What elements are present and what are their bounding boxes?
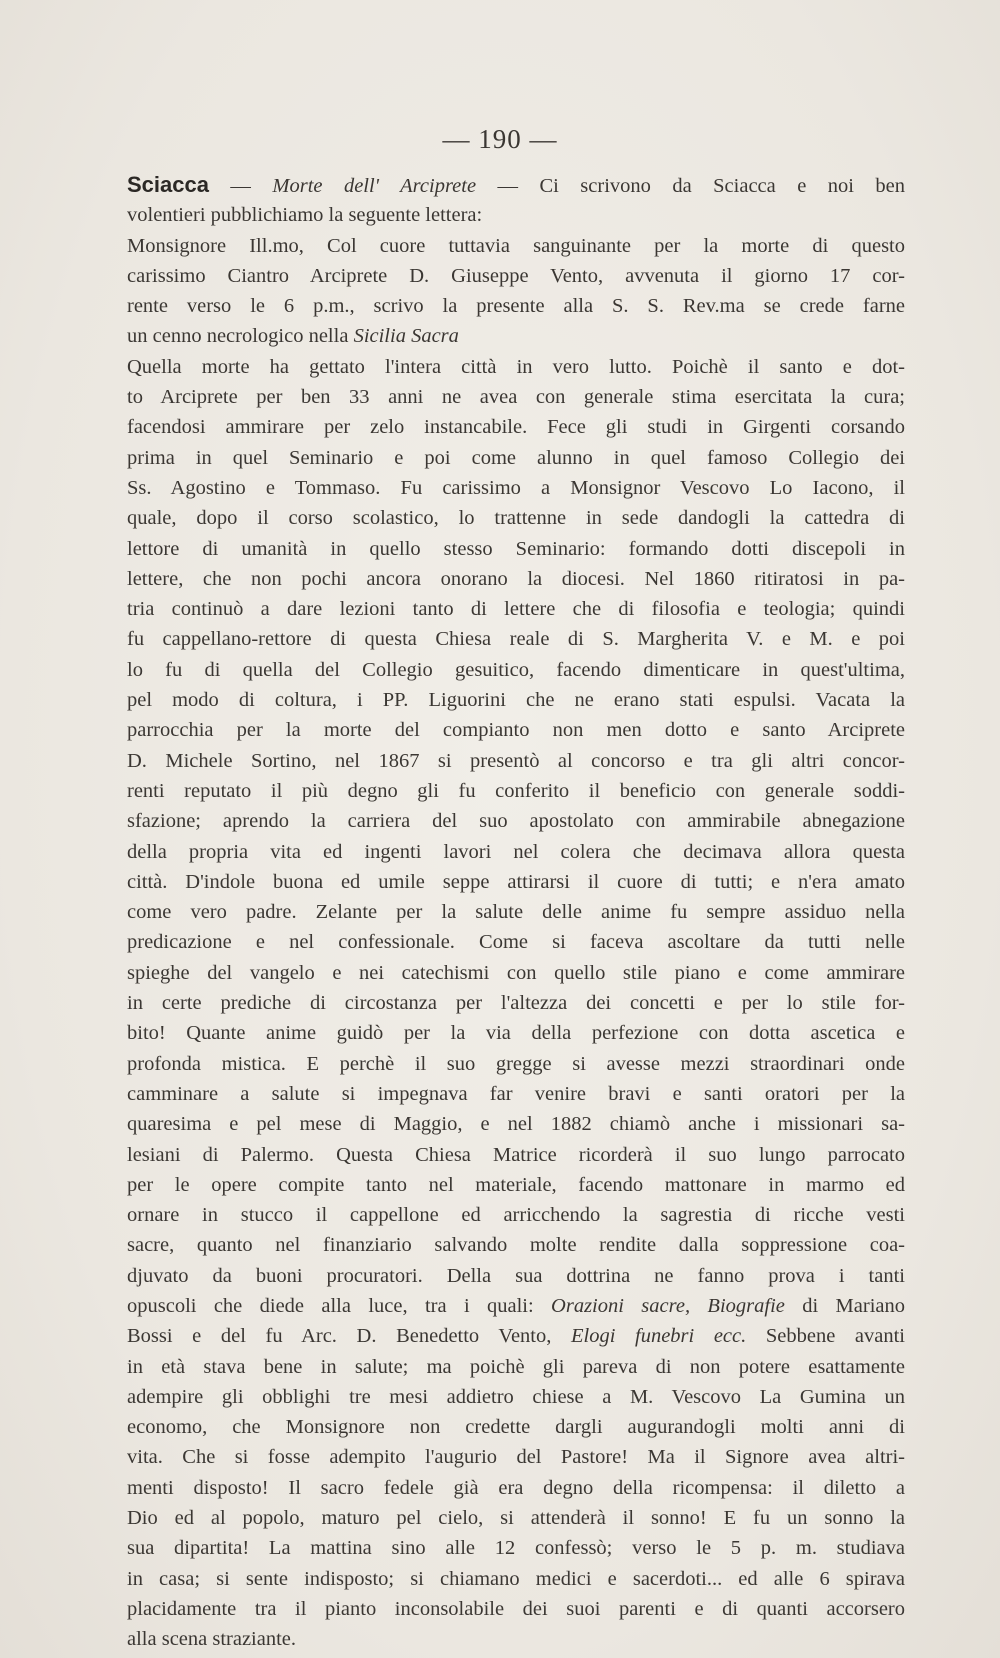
text-line: in età stava bene in salute; ma poichè gli pareva di non potere esattamente bbox=[127, 1355, 905, 1378]
text-line: lesiani di Palermo. Questa Chiesa Matrice ricorderà il suo lungo parrocato bbox=[127, 1143, 905, 1166]
journal-title: Sicilia Sacra bbox=[353, 325, 459, 348]
text-line: vita. Che si fosse adempito l'augurio del Pastore! Ma il Signore avea altri- bbox=[127, 1446, 905, 1469]
text-line: per le opere compite tanto nel materiale, facendo mattonare in marmo ed bbox=[127, 1173, 905, 1196]
text-line: spieghe del vangelo e nei catechismi con quello stile piano e come ammirare bbox=[127, 961, 905, 984]
text-line: sfazione; aprendo la carriera del suo apostolato con ammirabile abnegazione bbox=[127, 810, 905, 833]
text-line-part: un cenno necrologico nella bbox=[127, 325, 354, 348]
text-line: bito! Quante anime guidò per la via della perfezione con dotta ascetica e bbox=[127, 1022, 905, 1045]
text-line: predicazione e nel confessionale. Come si faceva ascoltare da tutti nelle bbox=[127, 931, 905, 954]
text-line: Dio ed al popolo, maturo pel cielo, si attenderà il sonno! E fu un sonno la bbox=[127, 1507, 905, 1530]
text-line: pel modo di coltura, i PP. Liguorini che ne erano stati espulsi. Vacata la bbox=[127, 689, 905, 712]
text-line-part: Sebbene avanti bbox=[746, 1325, 905, 1348]
heading-dash: — bbox=[208, 175, 273, 197]
article-body bbox=[127, 170, 905, 1655]
text-line: prima in quel Seminario e poi come alunno in quel famoso Collegio dei bbox=[127, 446, 905, 469]
text-line: parrocchia per la morte del compianto non men dotto e santo Arciprete bbox=[127, 719, 905, 742]
text-line: alla scena straziante. bbox=[127, 1628, 297, 1651]
text-line: sua dipartita! La mattina sino alle 12 confessò; verso le 5 p. m. studiava bbox=[127, 1537, 905, 1560]
place-heading: Sciacca bbox=[127, 172, 209, 197]
text-line: lettore di umanità in quello stesso Seminario: formando dotti discepoli in bbox=[127, 537, 905, 560]
text-line: in casa; si sente indisposto; si chiamano medici e sacerdoti... ed alle 6 spirava bbox=[127, 1567, 905, 1590]
text-line: fu cappellano-rettore di questa Chiesa reale di S. Margherita V. e M. e poi bbox=[127, 628, 905, 651]
text-line bbox=[127, 321, 905, 351]
text-line: camminare a salute si impegnava far venire bravi e santi oratori per la bbox=[127, 1082, 905, 1105]
text-line-part: di Mariano bbox=[784, 1294, 905, 1317]
text-line: profonda mistica. E perchè il suo gregge si avesse mezzi straordinari onde bbox=[127, 1052, 905, 1075]
works-title: Orazioni sacre, Biografie bbox=[551, 1294, 785, 1317]
text-line: in certe prediche di circostanza per l'altezza dei concetti e per lo stile for- bbox=[127, 992, 905, 1015]
text-line: come vero padre. Zelante per la salute delle anime fu sempre assiduo nella bbox=[127, 901, 905, 924]
text-line-part: Bossi e del fu Arc. D. Benedetto Vento, bbox=[127, 1325, 571, 1348]
text-line bbox=[127, 1291, 905, 1321]
text-line: ornare in stucco il cappellone ed arricchendo la sagrestia di ricche vesti bbox=[127, 1204, 905, 1227]
text-line: adempire gli obblighi tre mesi addietro chiese a M. Vescovo La Gumina un bbox=[127, 1385, 905, 1408]
text-line: quaresima e pel mese di Maggio, e nel 1882 chiamò anche i missionari sa- bbox=[127, 1113, 905, 1136]
text-line: Ss. Agostino e Tommaso. Fu carissimo a Monsignor Vescovo Lo Iacono, il bbox=[127, 476, 905, 499]
text-line: lo fu di quella del Collegio gesuitico, facendo dimenticare in quest'ultima, bbox=[127, 658, 905, 681]
works-title: Elogi funebri ecc. bbox=[570, 1325, 747, 1348]
text-line: lettere, che non pochi ancora onorano la diocesi. Nel 1860 ritiratosi in pa- bbox=[127, 567, 905, 590]
text-line: sacre, quanto nel finanziario salvando molte rendite dalla soppressione coa- bbox=[127, 1234, 905, 1257]
text-line bbox=[127, 170, 905, 200]
text-line bbox=[127, 1321, 905, 1351]
text-line: città. D'indole buona ed umile seppe attirarsi il cuore di tutti; e n'era amato bbox=[127, 870, 905, 893]
text-line: della propria vita ed ingenti lavori nel colera che decimava allora questa bbox=[127, 840, 905, 863]
text-line: economo, che Monsignore non credette dargli augurandogli molti anni di bbox=[127, 1416, 905, 1439]
text-line: placidamente tra il pianto inconsolabile dei suoi parenti e di quanti accorsero bbox=[127, 1597, 905, 1620]
article-title: Morte dell' Arciprete bbox=[272, 175, 477, 197]
page-number: — 190 — bbox=[442, 124, 558, 154]
text-line: djuvato da buoni procuratori. Della sua dottrina ne fanno prova i tanti bbox=[127, 1264, 905, 1287]
text-line: renti reputato il più degno gli fu conferito il beneficio con generale soddi- bbox=[127, 779, 905, 802]
text-line: D. Michele Sortino, nel 1867 si presentò al concorso e tra gli altri concor- bbox=[127, 749, 905, 772]
text-line: Quella morte ha gettato l'intera città in vero lutto. Poichè il santo e dot- bbox=[127, 355, 905, 378]
text-line: to Arciprete per ben 33 anni ne avea con generale stima esercitata la cura; bbox=[127, 386, 905, 409]
text-line-part: opuscoli che diede alla luce, tra i quali: bbox=[127, 1294, 552, 1317]
text-line-part: — Ci scrivono da Sciacca e noi ben bbox=[476, 175, 906, 197]
text-line: quale, dopo il corso scolastico, lo trattenne in sede dandogli la cattedra di bbox=[127, 507, 905, 530]
text-line: carissimo Ciantro Arciprete D. Giuseppe Vento, avvenuta il giorno 17 cor- bbox=[127, 264, 905, 287]
text-line: facendosi ammirare per zelo instancabile. Fece gli studi in Girgenti corsando bbox=[127, 416, 905, 439]
text-line: tria continuò a dare lezioni tanto di lettere che di filosofia e teologia; quindi bbox=[127, 598, 905, 621]
text-line: volentieri pubblichiamo la seguente lettera: bbox=[127, 204, 483, 227]
text-line: Monsignore Ill.mo, Col cuore tuttavia sanguinante per la morte di questo bbox=[127, 234, 905, 257]
text-line: menti disposto! Il sacro fedele già era degno della ricompensa: il diletto a bbox=[127, 1476, 905, 1499]
text-line: rente verso le 6 p.m., scrivo la presente alla S. S. Rev.ma se crede farne bbox=[127, 295, 905, 318]
